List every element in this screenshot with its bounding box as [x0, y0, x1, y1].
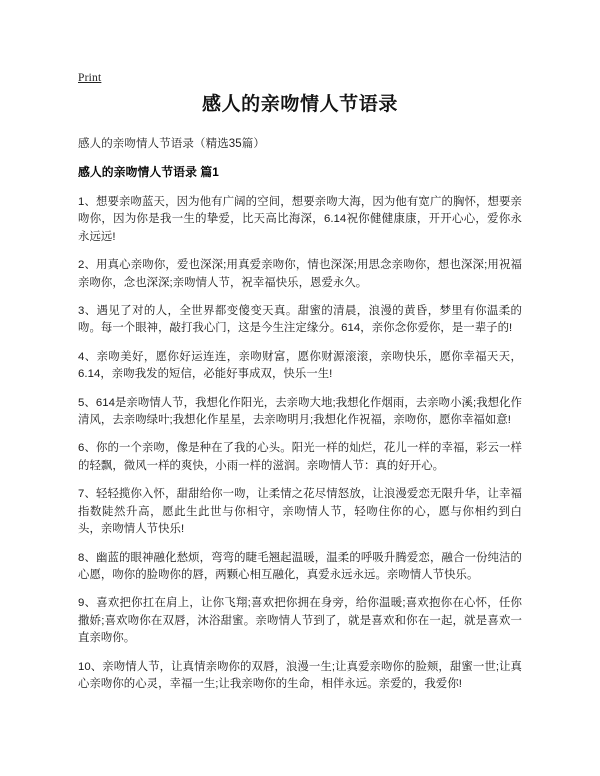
- quote-paragraph-7: 7、轻轻揽你入怀，甜甜给你一吻，让柔情之花尽情怒放，让浪漫爱恋无限升华，让幸福指数陡然升高，愿此生此世与你相守，亲吻情人节，轻吻住你的心，愿与你相约到白头，亲吻情人节快乐!: [78, 488, 522, 536]
- quote-paragraph-3: 3、遇见了对的人，全世界都变傻变天真。甜蜜的清晨，浪漫的黄昏，梦里有你温柔的吻。每一个眼神，敲打我心门，这是今生注定缘分。614，亲你念你爱你，是一辈子的!: [78, 305, 522, 335]
- quote-paragraph-9: 9、喜欢把你扛在肩上，让你飞翔;喜欢把你拥在身旁，给你温暖;喜欢抱你在心怀，任你撒娇;喜欢吻你在双唇，沐浴甜蜜。亲吻情人节到了，就是喜欢和你在一起，就是喜欢一直亲吻你。: [78, 597, 522, 645]
- quote-paragraph-2: 2、用真心亲吻你，爱也深深;用真爱亲吻你，情也深深;用思念亲吻你，想也深深;用祝福亲吻你，念也深深;亲吻情人节，祝幸福快乐，恩爱永久。: [78, 259, 522, 289]
- quote-paragraph-6: 6、你的一个亲吻，像是种在了我的心头。阳光一样的灿烂，花儿一样的幸福，彩云一样的轻飘，微风一样的爽快，小雨一样的滋润。亲吻情人节：真的好开心。: [78, 442, 522, 472]
- quote-paragraph-8: 8、幽蓝的眼神融化愁烦，弯弯的睫毛翘起温暖，温柔的呼吸升腾爱恋，融合一份纯洁的心愿，吻你的脸吻你的唇，两颗心相互融化，真爱永远永远。亲吻情人节快乐。: [78, 551, 522, 581]
- document-subtitle: 感人的亲吻情人节语录（精选35篇）: [78, 138, 265, 150]
- document-content: [78, 92, 522, 693]
- quote-paragraph-4: 4、亲吻美好，愿你好运连连，亲吻财富，愿你财源滚滚，亲吻快乐，愿你幸福天天，6.14，亲吻我发的短信，必能好事成双，快乐一生!: [78, 350, 522, 381]
- page-title: 感人的亲吻情人节语录: [201, 94, 398, 115]
- section-heading: 感人的亲吻情人节语录 篇1: [78, 165, 219, 179]
- quote-paragraph-10: 10、亲吻情人节，让真情亲吻你的双唇，浪漫一生;让真爱亲吻你的脸颊，甜蜜一世;让真心亲吻你的心灵，幸福一生;让我亲吻你的生命，相伴永远。亲爱的，我爱你!: [78, 660, 522, 690]
- print-link[interactable]: Print: [78, 72, 102, 84]
- quote-paragraph-5: 5、614是亲吻情人节，我想化作阳光，去亲吻大地;我想化作烟雨，去亲吻小溪;我想化作清风，去亲吻绿叶;我想化作星星，去亲吻明月;我想化作祝福，亲吻你，愿你幸福如意!: [78, 396, 522, 427]
- quote-paragraph-1: 1、想要亲吻蓝天，因为他有广阔的空间，想要亲吻大海，因为他有宽广的胸怀，想要亲吻你，因为你是我一生的挚爱，比天高比海深，6.14祝你健健康康，开开心心，爱你永永远远!: [78, 196, 522, 243]
